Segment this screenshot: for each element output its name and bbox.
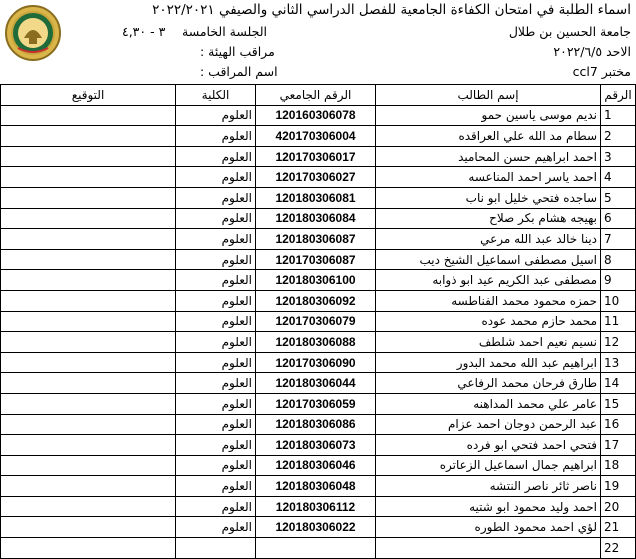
student-name-cell: طارق فرحان محمد الرفاعي [376,373,601,394]
row-number-cell: 5 [601,187,636,208]
exam-date: الاحد ٢٠٢٢/٦/٥ [553,44,631,59]
session-label: الجلسة الخامسة [182,24,268,39]
student-id-cell: 120180306086 [256,414,376,435]
student-id-cell: 120170306090 [256,352,376,373]
column-header-number: الرقم [601,85,636,106]
student-name-cell: ساجده فتحي خليل ابو ناب [376,187,601,208]
student-name-cell: مصطفى عبد الكريم عيد ابو ذوابه [376,270,601,291]
row-number-cell: 9 [601,270,636,291]
row-number-cell: 7 [601,229,636,250]
table-header-row [1,85,636,106]
table-row [1,373,636,394]
signature-cell [1,290,176,311]
student-id-cell: 120180306073 [256,435,376,456]
student-id-cell: 120180306100 [256,270,376,291]
faculty-cell: العلوم [176,517,256,538]
signature-cell [1,249,176,270]
table-row [1,538,636,559]
row-number-cell: 17 [601,435,636,456]
signature-cell [1,167,176,188]
student-name-cell: ناصر ثائر ناصر النتشه [376,476,601,497]
student-id-cell: 120170306087 [256,249,376,270]
faculty-cell: العلوم [176,435,256,456]
university-name: جامعة الحسين بن طلال [508,24,631,39]
student-id-cell: 120170306059 [256,393,376,414]
signature-cell [1,105,176,126]
lab-name: مختبر ccl7 [572,64,631,79]
row-number-cell: 19 [601,476,636,497]
student-name-cell: ابراهيم جمال اسماعيل الزعاتره [376,455,601,476]
row-number-cell: 8 [601,249,636,270]
faculty-cell [176,538,256,559]
signature-cell [1,270,176,291]
row-number-cell: 1 [601,105,636,126]
signature-cell [1,517,176,538]
student-id-cell: 120180306092 [256,290,376,311]
student-name-cell: ابراهيم عبد الله محمد البدور [376,352,601,373]
student-id-cell: 120170306027 [256,167,376,188]
faculty-cell: العلوم [176,270,256,291]
student-id-cell: 120160306078 [256,105,376,126]
signature-cell [1,414,176,435]
table-row [1,290,636,311]
student-id-cell: 120180306048 [256,476,376,497]
document-header [0,0,635,86]
student-name-cell: نسيم نعيم احمد شلطف [376,332,601,353]
row-number-cell: 16 [601,414,636,435]
row-number-cell: 11 [601,311,636,332]
column-header-student-name: إسم الطالب [376,85,601,106]
student-name-cell: احمد ياسر احمد المناعسه [376,167,601,188]
table-row [1,187,636,208]
row-number-cell: 22 [601,538,636,559]
student-id-cell: 120180306088 [256,332,376,353]
roster-body [1,105,636,558]
faculty-cell: العلوم [176,496,256,517]
faculty-cell: العلوم [176,208,256,229]
faculty-cell: العلوم [176,332,256,353]
row-number-cell: 6 [601,208,636,229]
student-id-cell [256,538,376,559]
table-row [1,167,636,188]
faculty-cell: العلوم [176,290,256,311]
table-row [1,208,636,229]
signature-cell [1,455,176,476]
session-time: ٣ - ٤,٣٠ [122,24,166,39]
student-id-cell: 120180306084 [256,208,376,229]
student-name-cell: نديم موسى ياسين حمو [376,105,601,126]
student-name-cell: عبد الرحمن دوجان احمد عزام [376,414,601,435]
faculty-cell: العلوم [176,105,256,126]
signature-cell [1,146,176,167]
student-name-cell: احمد ابراهيم حسن المحاميد [376,146,601,167]
signature-cell [1,435,176,456]
row-number-cell: 18 [601,455,636,476]
student-id-cell: 420170306004 [256,126,376,147]
faculty-cell: العلوم [176,414,256,435]
row-number-cell: 21 [601,517,636,538]
signature-cell [1,476,176,497]
table-row [1,414,636,435]
row-number-cell: 13 [601,352,636,373]
table-row [1,496,636,517]
student-id-cell: 120170306079 [256,311,376,332]
row-number-cell: 4 [601,167,636,188]
student-name-cell: دينا خالد عبد الله مرعي [376,229,601,250]
signature-cell [1,496,176,517]
student-name-cell: محمد حازم محمد عوده [376,311,601,332]
signature-cell [1,311,176,332]
student-name-cell: احمد وليد محمود ابو شتيه [376,496,601,517]
table-row [1,249,636,270]
column-header-signature: التوقيع [1,85,176,106]
row-number-cell: 14 [601,373,636,394]
table-row [1,126,636,147]
signature-cell [1,538,176,559]
faculty-cell: العلوم [176,311,256,332]
university-logo-seal [4,4,62,62]
student-name-cell: عامر علي محمد المداهنه [376,393,601,414]
table-row [1,105,636,126]
student-name-cell: لؤي احمد محمود الطوره [376,517,601,538]
student-name-cell: اسيل مصطفى اسماعيل الشيخ ديب [376,249,601,270]
student-name-cell: سطام مد الله علي العراقده [376,126,601,147]
student-name-cell [376,538,601,559]
faculty-cell: العلوم [176,167,256,188]
student-name-cell: فتحي احمد فتحي ابو فرده [376,435,601,456]
faculty-cell: العلوم [176,187,256,208]
student-id-cell: 120180306022 [256,517,376,538]
student-name-cell: بهيجه هشام بكر صلاح [376,208,601,229]
table-row [1,455,636,476]
table-row [1,517,636,538]
supervisor-name-label: اسم المراقب : [200,64,278,79]
table-row [1,435,636,456]
signature-cell [1,393,176,414]
row-number-cell: 3 [601,146,636,167]
signature-cell [1,352,176,373]
table-row [1,393,636,414]
table-row [1,352,636,373]
table-row [1,146,636,167]
document-title: اسماء الطلبة في امتحان الكفاءة الجامعية للفصل الدراسي الثاني والصيفي ٢٠٢٢/٢٠٢١ [152,2,631,18]
student-roster-table [0,84,636,559]
faculty-cell: العلوم [176,229,256,250]
row-number-cell: 2 [601,126,636,147]
student-name-cell: حمزه محمود محمد الفناطسه [376,290,601,311]
table-row [1,332,636,353]
table-row [1,476,636,497]
faculty-cell: العلوم [176,249,256,270]
table-row [1,270,636,291]
faculty-cell: العلوم [176,146,256,167]
student-id-cell: 120180306112 [256,496,376,517]
faculty-cell: العلوم [176,476,256,497]
signature-cell [1,373,176,394]
row-number-cell: 20 [601,496,636,517]
student-id-cell: 120180306087 [256,229,376,250]
faculty-cell: العلوم [176,393,256,414]
faculty-cell: العلوم [176,352,256,373]
signature-cell [1,187,176,208]
column-header-student-id: الرقم الجامعي [256,85,376,106]
student-id-cell: 120180306081 [256,187,376,208]
column-header-faculty: الكلية [176,85,256,106]
student-id-cell: 120170306017 [256,146,376,167]
table-row [1,311,636,332]
signature-cell [1,229,176,250]
signature-cell [1,126,176,147]
student-id-cell: 120180306046 [256,455,376,476]
row-number-cell: 15 [601,393,636,414]
faculty-cell: العلوم [176,126,256,147]
table-row [1,229,636,250]
row-number-cell: 12 [601,332,636,353]
faculty-cell: العلوم [176,373,256,394]
signature-cell [1,332,176,353]
student-id-cell: 120180306044 [256,373,376,394]
row-number-cell: 10 [601,290,636,311]
faculty-cell: العلوم [176,455,256,476]
signature-cell [1,208,176,229]
committee-supervisor-label: مراقب الهيئة : [200,44,275,59]
